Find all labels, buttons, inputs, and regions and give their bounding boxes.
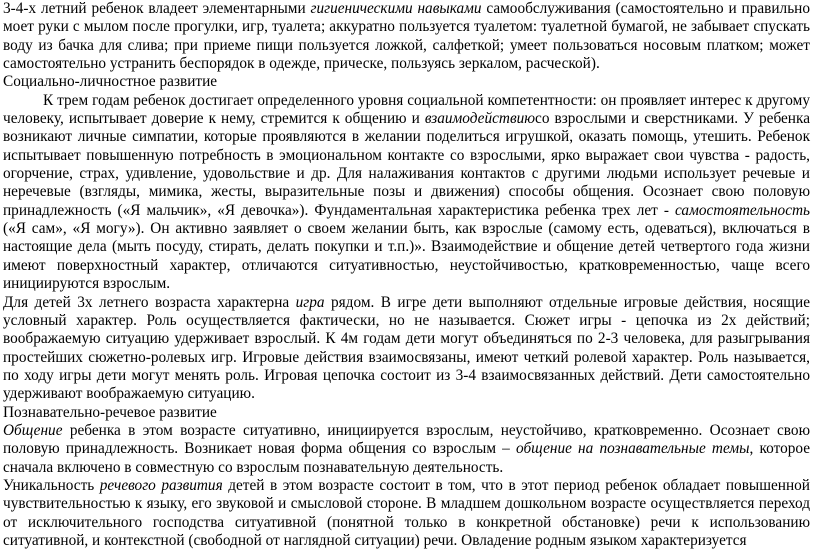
term-independence: самостоятельность [675, 201, 810, 219]
term-play: игра [295, 293, 325, 311]
term-speech-development: речевого развития [99, 476, 223, 494]
paragraph-social: К трем годам ребенок достигает определенного уровня социальной компетентности: он проявляет интерес к другому человеку, испытывает доверие к нему, стремится к общению и взаимодействиюсо взрослыми и сверстниками. У ребенка возникают личные симпатии, которые проявляются в желании поделиться игрушкой, оказать помощь, утешить. Ребенок испытывает повышенную потребность в эмоциональном контакте со взрослыми, ярко выражает свои чувства - радость, огорчение, страх, удивление, удовольствие и др. Для налаживания контактов с другими людьми использует речевые и неречевые (взгляды, мимика, жесты, выразительные позы и движения) способы общения. Осознает свою половую принадлежность («Я мальчик», «Я девочка»). Фундаментальная характеристика ребенка трех лет - самостоятельность («Я сам», «Я могу»). Он активно заявляет о своем желании быть, как взрослые (самому есть, одеваться), включаться в настоящие дела (мыть посуду, стирать, делать покупки и т.п.)». Взаимодействие и общение детей четвертого года жизни имеют поверхностный характер, отличаются ситуативностью, неустойчивостью, кратковременностью, чаще всего инициируются взрослым. [3, 91, 810, 293]
paragraph-hygiene: 3-4-х летний ребенок владеет элементарными гигиеническими навыками самообслуживания (самостоятельно и правильно моет руки с мылом после прогулки, игр, туалета; аккуратно пользуется туалетом: туалетной бумагой, не забывает спускать воду из бачка для слива; при приеме пищи пользуется ложкой, салфеткой; умеет пользоваться носовым платком; может самостоятельно устранить беспорядок в одежде, прическе, пользуясь зеркалом, расческой). [3, 0, 811, 73]
term-hygiene-skills: гигиеническими навыками [310, 0, 482, 17]
term-cognitive-communication: общение на познавательные темы [516, 440, 750, 458]
heading-social-development: Социально-личностное развитие [3, 73, 218, 91]
term-interaction: взаимодействию [424, 110, 536, 128]
heading-cognitive-speech-development: Познавательно-речевое развитие [3, 403, 217, 421]
term-communication: Общение [3, 421, 63, 439]
paragraph-play: Для детей 3х летнего возраста характерна игра рядом. В игре дети выполняют отдельные игровые действия, носящие условный характер. Роль осуществляется фактически, но не называется. Сюжет игры - цепочка из 2х действий; воображаемую ситуацию удерживает взрослый. К 4м годам дети могут объединяться по 2-3 человека, для разыгрывания простейших сюжетно-ролевых игр. Игровые действия взаимосвязаны, имеют четкий ролевой характер. Роль называется, по ходу игры дети могут менять роль. Игровая цепочка состоит из 3-4 взаимосвязанных действий. Дети самостоятельно удерживают воображаемую ситуацию. [3, 293, 811, 403]
paragraph-communication: Общение ребенка в этом возрасте ситуативно, инициируется взрослым, неустойчиво, кратковременно. Осознает свою половую принадлежность. Возникает новая форма общения со взрослым – общение на познавательные темы, которое сначала включено в совместную со взрослым познавательную деятельность. [3, 421, 810, 476]
paragraph-speech: Уникальность речевого развития детей в этом возрасте состоит в том, что в этот период ребенок обладает повышенной чувствительностью к языку, его звуковой и смысловой стороне. В младшем дошкольном возрасте осуществляется переход от исключительного господства ситуативной (понятной только в конкретной обстановке) речи к использованию ситуативной, и контекстной (свободной от наглядной ситуации) речи. Овладение родным языком характеризуется [3, 476, 810, 549]
